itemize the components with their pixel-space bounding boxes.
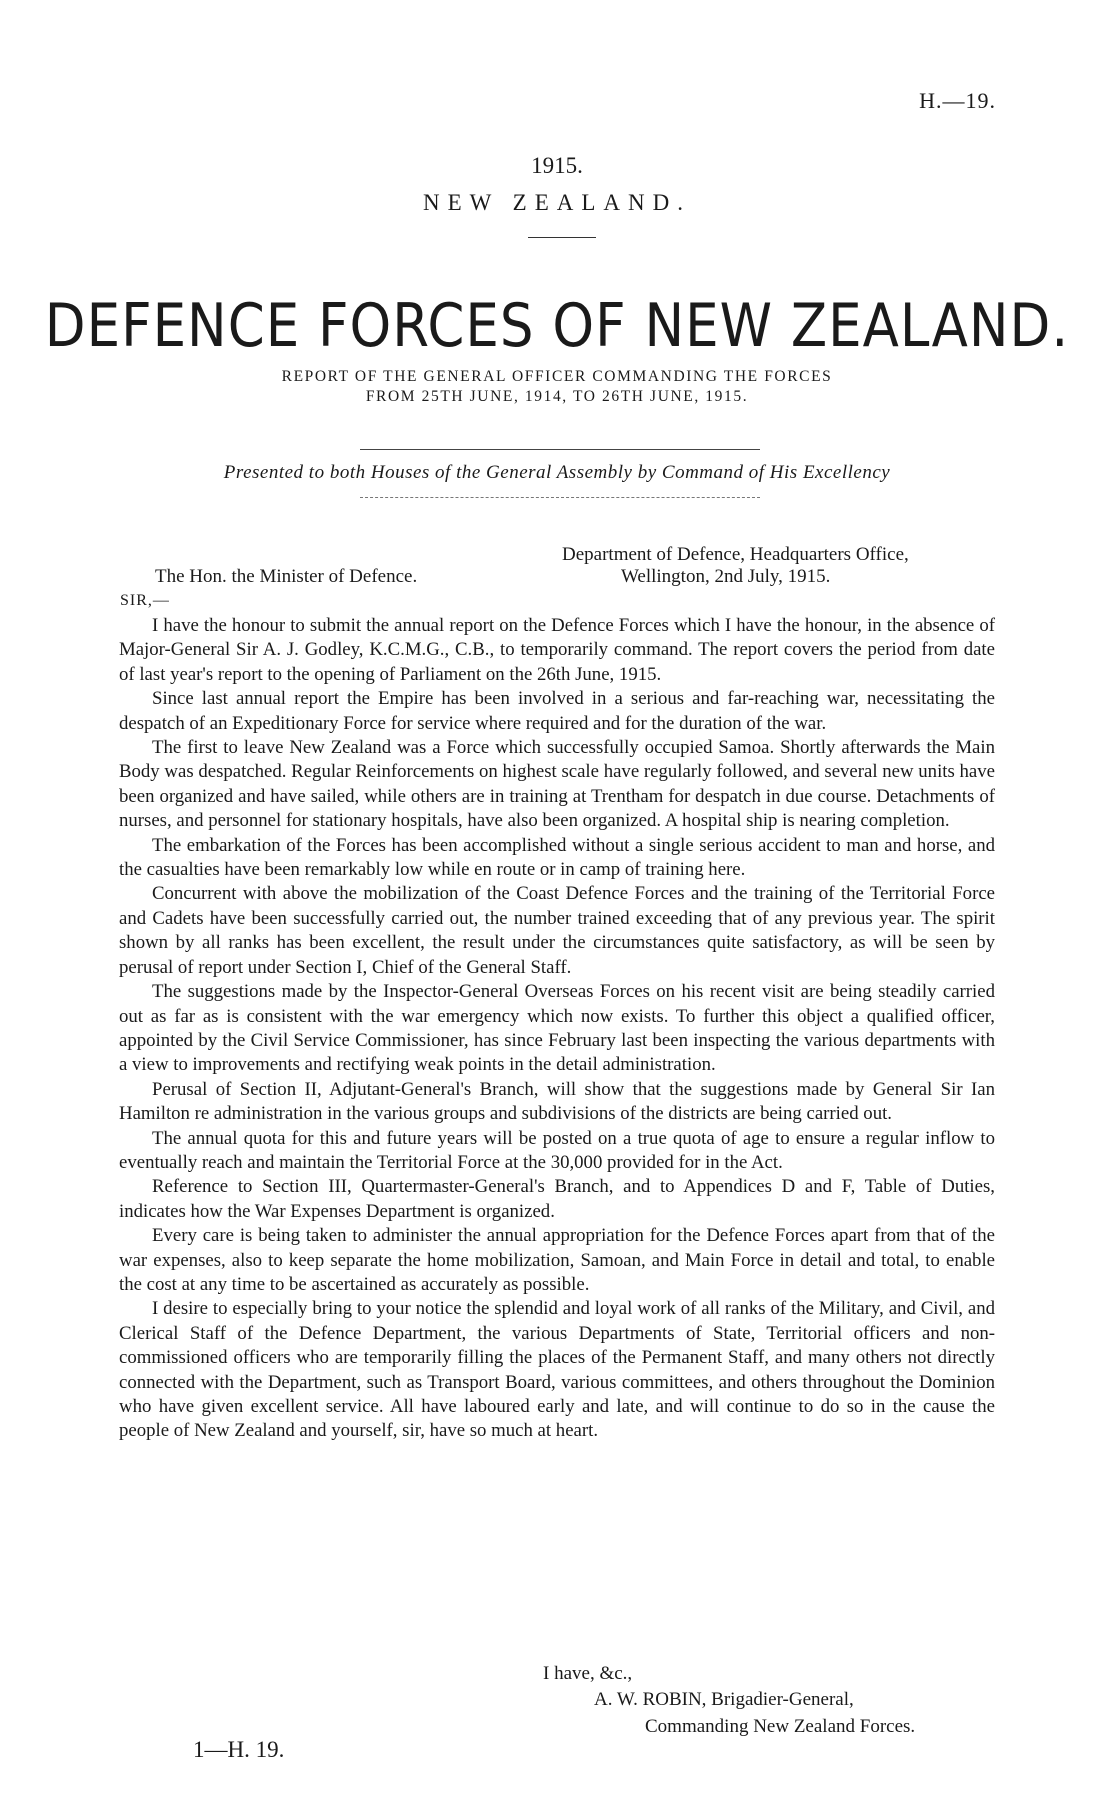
paragraph: Reference to Section III, Quartermaster-General's Branch, and to Appendices D and F, Table of Duties, indicates how the War Expenses Department is organized. [119,1176,995,1222]
document-title: DEFENCE FORCES OF NEW ZEALAND. [44,292,1070,361]
paragraph: Every care is being taken to administer the annual appropriation for the Defence Forces apart from that of the war expenses, also to keep separate the home mobilization, Samoan, and Main Force in detail and total, to enable the cost at any time to be ascertained as accurately as possible. [119,1225,995,1295]
paragraph: Concurrent with above the mobilization of the Coast Defence Forces and the training of the Territorial Force and Cadets have been successfully carried out, the number trained exceeding that of any previous year. The spirit shown by all ranks has been excellent, the result under the circumstances quite satisfactory, as will be seen by perusal of report under Section I, Chief of the General Staff. [119,883,995,978]
document-reference: H.—19. [919,88,996,113]
paragraph: Since last annual report the Empire has been involved in a serious and far-reaching war, necessitating the despatch of an Expeditionary Force for service where required and for the duration of the war. [119,688,995,734]
signature-line1: A. W. ROBIN, Brigadier-General, [594,1689,854,1710]
salutation: SIR,— [120,592,170,609]
page-footer-reference: 1—H. 19. [193,1737,285,1762]
sender-address-line1: Department of Defence, Headquarters Office, [562,544,909,565]
sender-address-line2: Wellington, 2nd July, 1915. [621,566,831,587]
divider-upper [360,449,760,450]
paragraph: The suggestions made by the Inspector-General Overseas Forces on his recent visit are being steadily carried out as far as is consistent with the war emergency which now exists. To further this object a qualified officer, appointed by the Civil Service Commissioner, has since February last been inspecting the various departments with a view to improvements and rectifying weak points in the detail administration. [119,981,995,1076]
signature-line2: Commanding New Zealand Forces. [645,1716,916,1737]
divider-short [528,237,596,238]
letter-closing: I have, &c., [543,1663,633,1684]
paragraph: Perusal of Section II, Adjutant-General's Branch, will show that the suggestions made by General Sir Ian Hamilton re administration in the various groups and subdivisions of the districts are being carried out. [119,1078,995,1125]
paragraph: I desire to especially bring to your notice the splendid and loyal work of all ranks of the Military, and Civil, and Clerical Staff of the Defence Department, the various Departments of State, Territorial officers and non-commissioned officers who are temporarily filling the places of the Permanent Staff, and many others not directly connected with the Department, such as Transport Board, various committees, and others throughout the Dominion who have given excellent service. All have laboured early and late, and will continue to do so in the cause the people of New Zealand and yourself, sir, have so much at heart. [119,1298,995,1442]
presented-line: Presented to both Houses of the General Assembly by Command of His Excellency [223,462,891,483]
recipient-line: The Hon. the Minister of Defence. [155,566,418,587]
paragraph: The first to leave New Zealand was a Force which successfully occupied Samoa. Shortly afterwards the Main Body was despatched. Regular Reinforcements on highest scale have regularly followed, and several new units have been organized and have sailed, while others are in training at Trentham for despatch in due course. Detachments of nurses, and personnel for stationary hospitals, have also been organized. A hospital ship is nearing completion. [119,737,995,832]
paragraph: The embarkation of the Forces has been accomplished without a single serious accident to man and horse, and the casualties have been remarkably low while en route or in camp of training here. [119,834,995,881]
document-subtitle-line2: FROM 25TH JUNE, 1914, TO 26TH JUNE, 1915. [365,388,749,405]
paragraph: The annual quota for this and future years will be posted on a true quota of age to ensure a regular inflow to eventually reach and maintain the Territorial Force at the 30,000 provided for in the Act. [119,1127,995,1173]
paragraph: I have the honour to submit the annual report on the Defence Forces which I have the honour, in the absence of Major-General Sir A. J. Godley, K.C.M.G., C.B., to temporarily command. The report covers the period from date of last year's report to the opening of Parliament on the 26th June, 1915. [119,615,995,685]
divider-lower [360,497,760,498]
letter-body [119,614,995,1444]
document-year: 1915. [531,153,583,178]
document-country: NEW ZEALAND. [422,190,692,215]
document-subtitle-line1: REPORT OF THE GENERAL OFFICER COMMANDING THE FORCES [281,368,833,385]
